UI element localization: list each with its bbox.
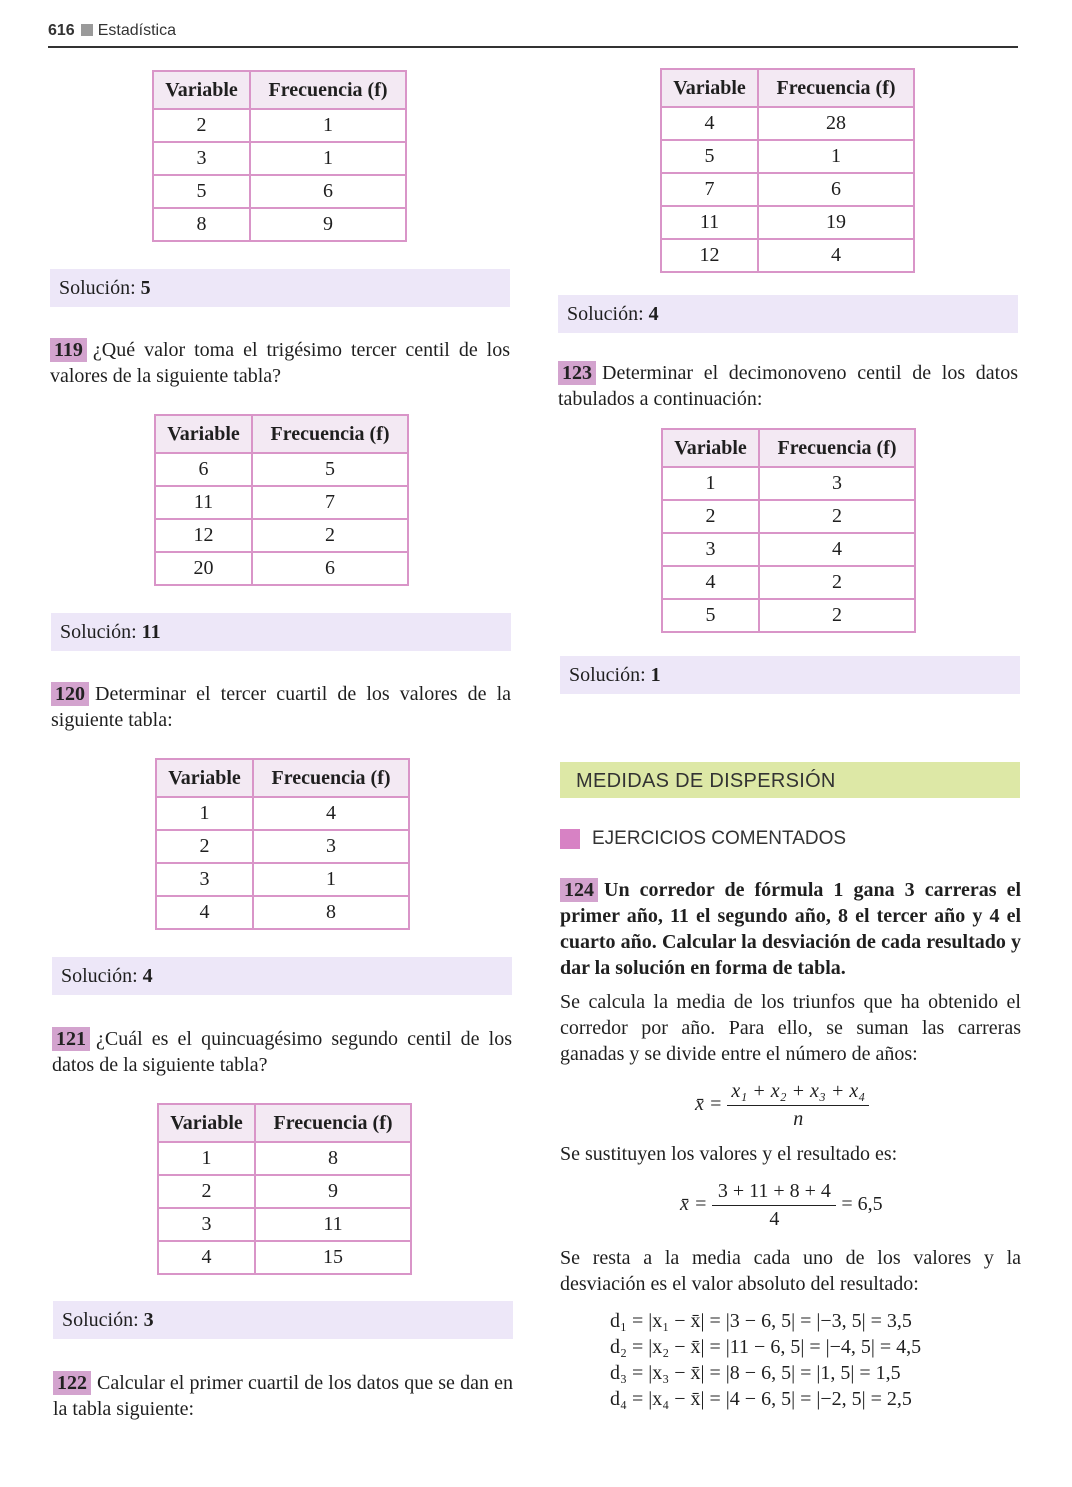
solution-label: Solución: (567, 303, 644, 325)
cell-frecuencia: 1 (250, 109, 406, 142)
frequency-table-120 (155, 758, 410, 930)
table-row (155, 453, 408, 486)
table-row (153, 142, 406, 175)
solution-box-119 (51, 613, 511, 651)
cell-frecuencia: 4 (759, 533, 915, 566)
cell-frecuencia: 6 (758, 173, 914, 206)
cell-frecuencia: 6 (252, 552, 408, 585)
solution-value: 1 (650, 664, 661, 686)
calc-fraction (712, 1180, 836, 1231)
solution-box-118 (50, 269, 510, 307)
cell-frecuencia: 9 (250, 208, 406, 241)
table-row (155, 552, 408, 585)
cell-frecuencia: 2 (252, 519, 408, 552)
cell-variable: 1 (156, 797, 253, 830)
cell-variable: 5 (153, 175, 250, 208)
cell-frecuencia: 8 (255, 1142, 411, 1175)
deviation-line: d₂ = |x₂ − x̄| = |11 − 6, 5| = |−4, 5| = 4,5 (610, 1336, 922, 1358)
table-row (661, 107, 914, 140)
exercise-number: 122 (53, 1371, 91, 1395)
table-row (662, 599, 915, 632)
cell-variable: 4 (661, 107, 758, 140)
frequency-table-123 (661, 428, 916, 633)
cell-frecuencia: 15 (255, 1241, 411, 1274)
header-frecuencia: Frecuencia (f) (759, 429, 915, 467)
calc-result: = 6,5 (841, 1193, 883, 1216)
table-row (662, 467, 915, 500)
page-header (48, 22, 1018, 48)
table-row (662, 500, 915, 533)
cell-frecuencia: 1 (758, 140, 914, 173)
solution-value: 5 (140, 277, 151, 299)
cell-frecuencia: 6 (250, 175, 406, 208)
table-row (156, 863, 409, 896)
pink-square-icon (560, 829, 580, 849)
deviation-line: d₁ = |x₁ − x̄| = |3 − 6, 5| = |−3, 5| = 3,5 (610, 1310, 912, 1332)
cell-frecuencia: 19 (758, 206, 914, 239)
solution-box-122 (558, 295, 1018, 333)
cell-variable: 11 (155, 486, 252, 519)
table-row (156, 896, 409, 929)
cell-variable: 4 (156, 896, 253, 929)
header-variable: Variable (661, 69, 758, 107)
header-frecuencia: Frecuencia (f) (758, 69, 914, 107)
cell-variable: 1 (662, 467, 759, 500)
cell-variable: 11 (661, 206, 758, 239)
paragraph-sustituyen: Se sustituyen los valores y el resultado es: (560, 1143, 898, 1165)
mean-lhs: x̄ = (695, 1093, 723, 1116)
table-row (158, 1142, 411, 1175)
mean-fraction (727, 1080, 869, 1131)
table-row (158, 1208, 411, 1241)
section-band-title: MEDIDAS DE DISPERSIÓN (576, 770, 836, 792)
header-variable: Variable (156, 759, 253, 797)
subsection-heading (560, 828, 846, 850)
table-row (661, 173, 914, 206)
exercise-number: 123 (558, 361, 596, 385)
exercise-text: Determinar el decimonoveno centil de los datos tabulados a continuación: (558, 362, 1018, 410)
cell-variable: 2 (156, 830, 253, 863)
table-row (661, 239, 914, 272)
exercise-119 (50, 337, 510, 389)
exercise-number: 119 (50, 338, 87, 362)
paragraph-media: Se calcula la media de los triunfos que ha obtenido el corredor por año. Para ello, se suman las carreras ganadas y se divide entre el número de años: (560, 991, 1021, 1065)
cell-variable: 12 (155, 519, 252, 552)
exercise-text: Calcular el primer cuartil de los datos que se dan en la tabla siguiente: (53, 1372, 513, 1420)
header-variable: Variable (155, 415, 252, 453)
table-row (661, 140, 914, 173)
cell-frecuencia: 1 (253, 863, 409, 896)
table-row (153, 109, 406, 142)
cell-frecuencia: 1 (250, 142, 406, 175)
cell-frecuencia: 11 (255, 1208, 411, 1241)
table-row (155, 486, 408, 519)
header-frecuencia: Frecuencia (f) (252, 415, 408, 453)
cell-frecuencia: 2 (759, 500, 915, 533)
calc-numerator: 3 + 11 + 8 + 4 (712, 1180, 836, 1206)
exercise-text: Un corredor de fórmula 1 gana 3 carreras el primer año, 11 el segundo año, 8 el tercer año y 4 el cuarto año. Calcular la desviación de cada resultado y dar la solución en forma de tabla. (560, 879, 1021, 979)
solution-label: Solución: (569, 664, 646, 686)
mean-calculation (680, 1180, 883, 1231)
solution-value: 4 (142, 965, 153, 987)
subsection-title: EJERCICIOS COMENTADOS (592, 828, 847, 849)
cell-variable: 4 (158, 1241, 255, 1274)
deviation-line: d₃ = |x₃ − x̄| = |8 − 6, 5| = |1, 5| = 1,5 (610, 1362, 901, 1384)
table-row (661, 206, 914, 239)
deviation-line: d₄ = |x₄ − x̄| = |4 − 6, 5| = |−2, 5| = 2,5 (610, 1388, 912, 1410)
solution-label: Solución: (59, 277, 136, 299)
solution-value: 11 (141, 621, 161, 643)
table-row (662, 533, 915, 566)
cell-frecuencia: 4 (253, 797, 409, 830)
cell-frecuencia: 28 (758, 107, 914, 140)
calc-denominator: 4 (769, 1208, 780, 1230)
cell-variable: 8 (153, 208, 250, 241)
header-frecuencia: Frecuencia (f) (250, 71, 406, 109)
cell-frecuencia: 9 (255, 1175, 411, 1208)
mean-numerator: x₁ + x₂ + x₃ + x₄ (727, 1080, 869, 1106)
table-row (156, 830, 409, 863)
cell-variable: 3 (158, 1208, 255, 1241)
cell-variable: 7 (661, 173, 758, 206)
header-variable: Variable (153, 71, 250, 109)
exercise-124 (560, 877, 1021, 981)
exercise-number: 121 (52, 1027, 90, 1051)
cell-variable: 4 (662, 566, 759, 599)
cell-frecuencia: 2 (759, 599, 915, 632)
frequency-table-118 (152, 70, 407, 242)
table-row (153, 175, 406, 208)
cell-frecuencia: 3 (253, 830, 409, 863)
frequency-table-119 (154, 414, 409, 586)
cell-variable: 20 (155, 552, 252, 585)
cell-variable: 12 (661, 239, 758, 272)
cell-variable: 1 (158, 1142, 255, 1175)
table-row (158, 1241, 411, 1274)
cell-frecuencia: 2 (759, 566, 915, 599)
page-number: 616 (48, 22, 75, 39)
exercise-text: ¿Cuál es el quincuagésimo segundo centil de los datos de la siguiente tabla? (52, 1028, 512, 1076)
cell-frecuencia: 8 (253, 896, 409, 929)
exercise-number: 124 (560, 878, 598, 902)
paragraph-desviacion: Se resta a la media cada uno de los valores y la desviación es el valor absoluto del resultado: (560, 1247, 1021, 1295)
cell-variable: 5 (661, 140, 758, 173)
exercise-number: 120 (51, 682, 89, 706)
solution-value: 3 (143, 1309, 154, 1331)
table-row (662, 566, 915, 599)
solution-box-120 (52, 957, 512, 995)
solution-box-123 (560, 656, 1020, 694)
table-row (153, 208, 406, 241)
cell-variable: 2 (662, 500, 759, 533)
exercise-text: ¿Qué valor toma el trigésimo tercer centil de los valores de la siguiente tabla? (50, 339, 510, 387)
exercise-123 (558, 360, 1018, 412)
cell-variable: 3 (156, 863, 253, 896)
exercise-120 (51, 681, 511, 733)
mean-denominator: n (793, 1108, 804, 1130)
exercise-122 (53, 1370, 513, 1422)
header-frecuencia: Frecuencia (f) (255, 1104, 411, 1142)
exercise-121 (52, 1026, 512, 1078)
header-frecuencia: Frecuencia (f) (253, 759, 409, 797)
solution-label: Solución: (61, 965, 138, 987)
cell-frecuencia: 3 (759, 467, 915, 500)
table-row (158, 1175, 411, 1208)
cell-variable: 2 (158, 1175, 255, 1208)
calc-lhs: x̄ = (680, 1193, 708, 1216)
header-square-icon (81, 24, 93, 36)
deviation-list (610, 1308, 921, 1412)
cell-frecuencia: 7 (252, 486, 408, 519)
solution-label: Solución: (60, 621, 137, 643)
header-variable: Variable (662, 429, 759, 467)
solution-label: Solución: (62, 1309, 139, 1331)
section-title: Estadística (97, 22, 176, 39)
cell-variable: 6 (155, 453, 252, 486)
cell-variable: 3 (662, 533, 759, 566)
header-variable: Variable (158, 1104, 255, 1142)
solution-value: 4 (648, 303, 659, 325)
cell-variable: 3 (153, 142, 250, 175)
table-row (155, 519, 408, 552)
exercise-text: Determinar el tercer cuartil de los valores de la siguiente tabla: (51, 683, 511, 731)
frequency-table-121 (157, 1103, 412, 1275)
cell-frecuencia: 4 (758, 239, 914, 272)
cell-variable: 5 (662, 599, 759, 632)
frequency-table-122 (660, 68, 915, 273)
table-row (156, 797, 409, 830)
solution-box-121 (53, 1301, 513, 1339)
cell-variable: 2 (153, 109, 250, 142)
section-band (560, 762, 1020, 798)
mean-formula (695, 1080, 869, 1131)
cell-frecuencia: 5 (252, 453, 408, 486)
